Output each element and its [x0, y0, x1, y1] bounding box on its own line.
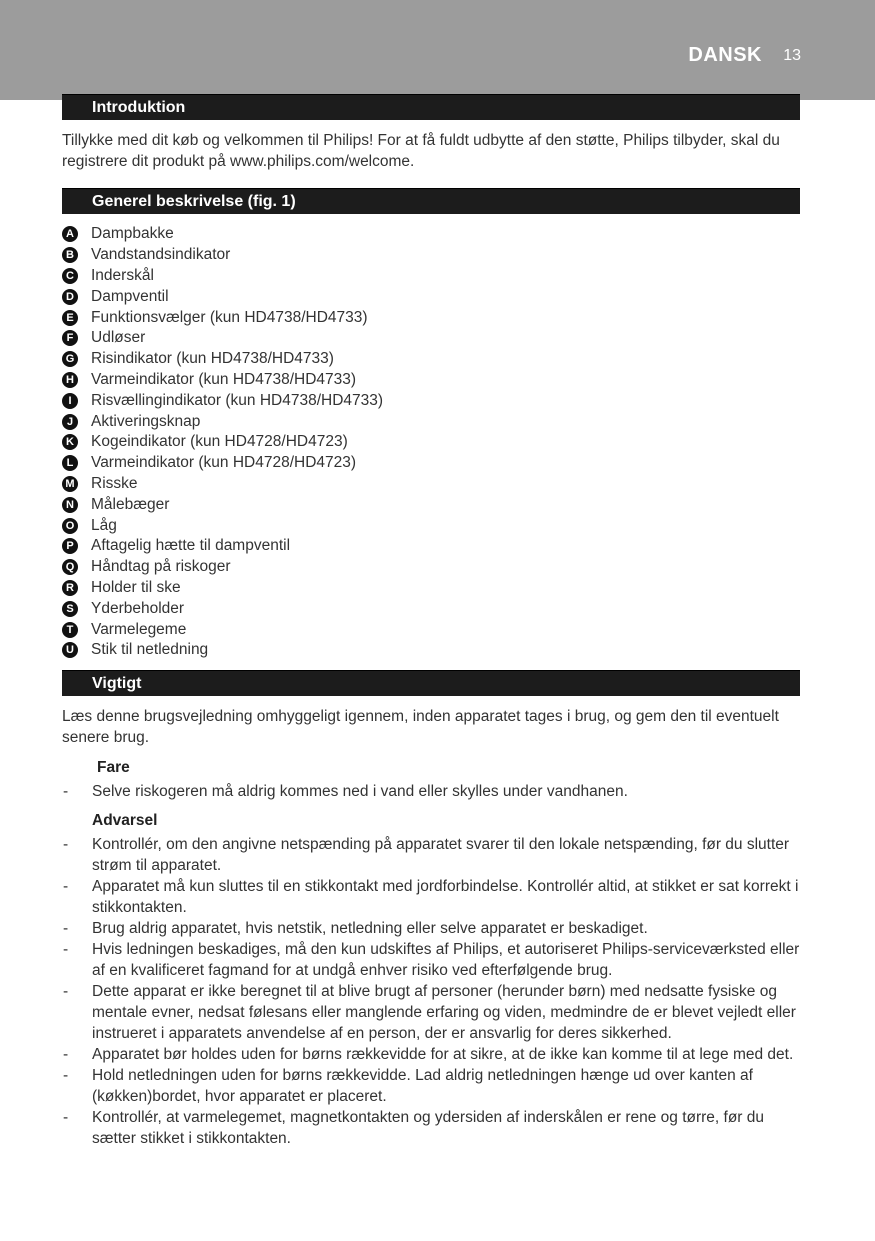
bullet-text: Selve riskogeren må aldrig kommes ned i vand eller skylles under vandhanen. [92, 782, 628, 800]
bullet-text: Kontrollér, om den angivne netspænding på apparatet svarer til den lokale netspænding, før du slutter strøm til apparatet. [92, 835, 790, 874]
part-label: Vandstandsindikator [91, 246, 231, 264]
part-label: Dampventil [91, 287, 169, 305]
part-label: Varmelegeme [91, 620, 187, 638]
danger-heading: Fare [97, 758, 130, 776]
part-letter-badge: L [62, 455, 78, 471]
part-label: Aktiveringsknap [91, 412, 201, 430]
part-letter-badge: I [62, 393, 78, 409]
part-label: Risindikator (kun HD4738/HD4733) [91, 350, 334, 368]
part-letter-badge: K [62, 434, 78, 450]
bullet-dash: - [63, 877, 69, 895]
part-letter-badge: O [62, 518, 78, 534]
part-letter-badge: J [62, 414, 78, 430]
part-label: Stik til netledning [91, 641, 209, 659]
part-label: Holder til ske [91, 578, 181, 596]
bullet-dash: - [63, 1108, 69, 1126]
part-letter-badge: T [62, 622, 78, 638]
page-header [0, 0, 875, 100]
bullet-dash: - [63, 982, 69, 1000]
part-label: Yderbeholder [91, 599, 185, 617]
part-letter-badge: N [62, 497, 78, 513]
part-label: Målebæger [91, 495, 170, 513]
part-item [62, 390, 800, 411]
section-heading-generel-beskrivelse: Generel beskrivelse (fig. 1) [62, 188, 800, 214]
bullet-item [62, 781, 800, 802]
bullet-dash: - [63, 1066, 69, 1084]
part-label: Dampbakke [91, 225, 174, 243]
part-label: Funktionsvælger (kun HD4738/HD4733) [91, 308, 368, 326]
bullet-dash: - [63, 782, 69, 800]
part-letter-badge: F [62, 330, 78, 346]
bullet-text: Dette apparat er ikke beregnet til at blive brugt af personer (herunder børn) med nedsatte fysiske og mentale evner, nedsat følesans eller manglende erfaring og viden, medmindre de er blevet vejledt eller instrueret i apparatets anvendelse af en person, der er ansvarlig for deres sikkerhed. [92, 982, 796, 1042]
part-letter-badge: S [62, 601, 78, 617]
part-item [62, 266, 800, 287]
parts-list [62, 224, 800, 661]
part-item [62, 370, 800, 391]
part-letter-badge: P [62, 538, 78, 554]
bullet-text: Hvis ledningen beskadiges, må den kun udskiftes af Philips, et autoriseret Philips-serviceværksted eller af en kvalificeret fagmand for at undgå enhver risiko ved efterfølgende brug. [92, 940, 800, 979]
warning-list [62, 834, 800, 1149]
part-label: Risvællingindikator (kun HD4738/HD4733) [91, 391, 384, 409]
bullet-item [62, 1044, 800, 1065]
part-item [62, 578, 800, 599]
bullet-text: Hold netledningen uden for børns rækkevidde. Lad aldrig netledningen hænge ud over kanten af (køkken)bordet, hvor apparatet er placeret. [92, 1066, 753, 1105]
part-letter-badge: C [62, 268, 78, 284]
part-item [62, 474, 800, 495]
part-letter-badge: D [62, 289, 78, 305]
part-letter-badge: Q [62, 559, 78, 575]
bullet-text: Brug aldrig apparatet, hvis netstik, netledning eller selve apparatet er beskadiget. [92, 919, 648, 937]
page-number: 13 [783, 47, 801, 64]
section-heading-vigtigt: Vigtigt [62, 670, 800, 696]
part-item [62, 619, 800, 640]
important-paragraph: Læs denne brugsvejledning omhyggeligt igennem, inden apparatet tages i brug, og gem den til eventuelt senere brug. [62, 707, 779, 746]
part-item [62, 598, 800, 619]
part-letter-badge: R [62, 580, 78, 596]
part-item [62, 494, 800, 515]
bullet-item [62, 834, 800, 876]
part-item [62, 515, 800, 536]
part-item [62, 224, 800, 245]
bullet-dash: - [63, 835, 69, 853]
part-item [62, 453, 800, 474]
part-item [62, 536, 800, 557]
part-label: Varmeindikator (kun HD4728/HD4723) [91, 454, 357, 472]
part-label: Håndtag på riskoger [91, 558, 231, 576]
part-item [62, 245, 800, 266]
part-letter-badge: M [62, 476, 78, 492]
bullet-text: Apparatet må kun sluttes til en stikkontakt med jordforbindelse. Kontrollér altid, at stikket er sat korrekt i stikkontakten. [92, 877, 799, 916]
bullet-text: Apparatet bør holdes uden for børns rækkevidde for at sikre, at de ikke kan komme til at lege med det. [92, 1045, 794, 1063]
part-letter-badge: G [62, 351, 78, 367]
part-label: Inderskål [91, 266, 154, 284]
intro-paragraph: Tillykke med dit køb og velkommen til Philips! For at få fuldt udbytte af den støtte, Philips tilbyder, skal du registrere dit produkt på www.philips.com/welcome. [62, 132, 780, 170]
bullet-text: Kontrollér, at varmelegemet, magnetkontakten og ydersiden af inderskålen er rene og tørre, før du sætter stikket i stikkontakten. [92, 1108, 765, 1147]
part-letter-badge: E [62, 310, 78, 326]
warning-heading: Advarsel [92, 811, 158, 829]
part-item [62, 557, 800, 578]
bullet-dash: - [63, 940, 69, 958]
language-label: DANSK [688, 44, 762, 66]
bullet-item [62, 1065, 800, 1107]
page-content [62, 94, 800, 1149]
part-item [62, 640, 800, 661]
bullet-item [62, 918, 800, 939]
section-heading-introduktion: Introduktion [62, 94, 800, 120]
part-letter-badge: A [62, 226, 78, 242]
bullet-item [62, 939, 800, 981]
bullet-dash: - [63, 919, 69, 937]
bullet-item [62, 876, 800, 918]
bullet-dash: - [63, 1045, 69, 1063]
part-item [62, 432, 800, 453]
part-letter-badge: U [62, 642, 78, 658]
part-item [62, 349, 800, 370]
part-label: Aftagelig hætte til dampventil [91, 537, 291, 555]
part-letter-badge: B [62, 247, 78, 263]
part-letter-badge: H [62, 372, 78, 388]
bullet-item [62, 981, 800, 1044]
danger-list [62, 781, 800, 802]
part-label: Kogeindikator (kun HD4728/HD4723) [91, 433, 348, 451]
part-label: Risske [91, 474, 138, 492]
part-label: Udløser [91, 329, 146, 347]
part-label: Varmeindikator (kun HD4738/HD4733) [91, 370, 357, 388]
part-label: Låg [91, 516, 117, 534]
part-item [62, 307, 800, 328]
part-item [62, 286, 800, 307]
part-item [62, 411, 800, 432]
part-item [62, 328, 800, 349]
bullet-item [62, 1107, 800, 1149]
